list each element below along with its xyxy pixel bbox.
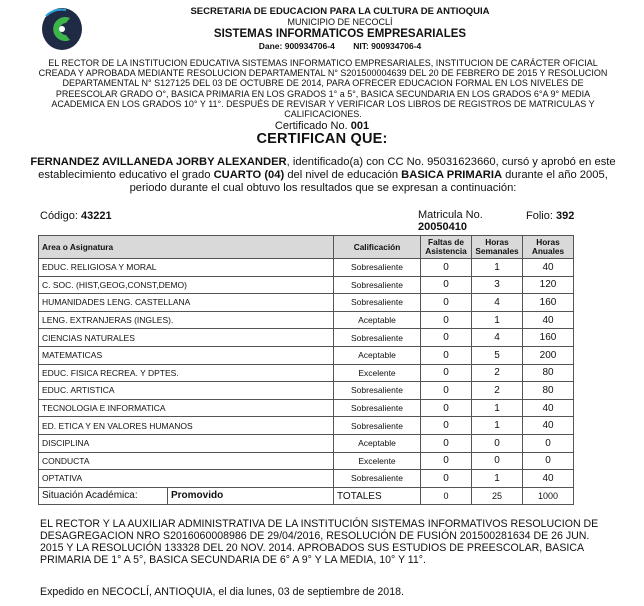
grades-body: [39, 259, 574, 488]
header-subject: Area o Asignatura: [39, 236, 334, 259]
table-row: [39, 294, 574, 312]
horas-anuales-cell: 160: [523, 329, 574, 347]
certificate-number: 001: [350, 120, 370, 132]
horas-semanales-cell: 3: [472, 276, 523, 294]
table-row: [39, 470, 574, 488]
horas-semanales-cell: 1: [472, 311, 523, 329]
calificacion-cell: Aceptable: [334, 346, 421, 364]
subject-cell: HUMANIDADES LENG. CASTELLANA: [39, 294, 334, 312]
subject-cell: TECNOLOGIA E INFORMATICA: [39, 399, 334, 417]
horas-anuales-cell: 0: [523, 452, 574, 470]
table-row: [39, 329, 574, 347]
total-faltas: 0: [421, 487, 472, 505]
issue-place-date: Expedido en NECOCLÍ, ANTIOQUIA, el dia lunes, 03 de septiembre de 2018.: [40, 586, 404, 598]
horas-anuales-cell: 40: [523, 259, 574, 277]
horas-anuales-cell: 0: [523, 434, 574, 452]
student-grade: CUARTO (04): [213, 169, 285, 182]
calificacion-cell: Aceptable: [334, 434, 421, 452]
subject-cell: OPTATIVA: [39, 470, 334, 488]
calificacion-cell: Sobresaliente: [334, 470, 421, 488]
header-faltas: Faltas de Asistencia: [421, 236, 472, 259]
horas-semanales-cell: 1: [472, 417, 523, 435]
horas-semanales-cell: 1: [472, 259, 523, 277]
totales-label: TOTALES: [334, 487, 421, 505]
horas-semanales-cell: 1: [472, 399, 523, 417]
horas-semanales-cell: 2: [472, 382, 523, 400]
calificacion-cell: Sobresaliente: [334, 329, 421, 347]
horas-anuales-cell: 120: [523, 276, 574, 294]
student-name: FERNANDEZ AVILLANEDA JORBY ALEXANDER: [30, 156, 287, 168]
faltas-cell: 0: [421, 259, 472, 277]
statement-part2: del nivel de educación: [284, 169, 402, 182]
codigo-field: [40, 210, 112, 222]
header-dane: Dane: 900934706-4: [258, 41, 335, 51]
certificate-label: Certificado No.: [274, 120, 348, 132]
horas-anuales-cell: 80: [523, 364, 574, 382]
table-row: [39, 417, 574, 435]
table-row: [39, 346, 574, 364]
faltas-cell: 0: [421, 399, 472, 417]
closing-text: EL RECTOR Y LA AUXILIAR ADMINISTRATIVA DE LA INSTITUCIÓN SISTEMAS INFORMATIVOS RESOLUCION DE DESAGREGACION NRO S2016060008986 DE 29/04/2016, RESOLUCIÓN DE FUSIÓN 201500281634 DE 26 JUN. 2015 Y LA RESOLUCIÓN 133328 DEL 20 NOV. 2014. APROBADOS SUS ESTUDIOS DE PREESCOLAR, BASICA PRIMARIA DE 1° A 5°, BASICA SECUNDARIA DE 6° A 9° Y LA MEDIA, 10° Y 11°.: [40, 518, 599, 566]
horas-anuales-cell: 40: [523, 470, 574, 488]
subject-cell: CONDUCTA: [39, 452, 334, 470]
subject-cell: CIENCIAS NATURALES: [39, 329, 334, 347]
faltas-cell: 0: [421, 434, 472, 452]
subject-cell: C. SOC. (HIST,GEOG,CONST,DEMO): [39, 276, 334, 294]
grades-table: [38, 235, 574, 505]
codigo-value: 43221: [80, 210, 112, 222]
horas-semanales-cell: 0: [472, 434, 523, 452]
header-institution-name: SISTEMAS INFORMATICOS EMPRESARIALES: [213, 28, 467, 40]
subject-cell: ED. ETICA Y EN VALORES HUMANOS: [39, 417, 334, 435]
certificate-title: CERTIFICAN QUE:: [256, 131, 388, 147]
subject-cell: EDUC. FISICA RECREA. Y DPTES.: [39, 364, 334, 382]
faltas-cell: 0: [421, 294, 472, 312]
calificacion-cell: Sobresaliente: [334, 382, 421, 400]
calificacion-cell: Sobresaliente: [334, 294, 421, 312]
subject-cell: LENG. EXTRANJERAS (INGLES).: [39, 311, 334, 329]
horas-semanales-cell: 4: [472, 329, 523, 347]
situacion-cell: [39, 487, 334, 505]
horas-anuales-cell: 80: [523, 382, 574, 400]
preamble-text: EL RECTOR DE LA INSTITUCION EDUCATIVA SISTEMAS INFORMATICO EMPRESARIALES, INSTITUCION DE CARÁCTER OFICIAL CREADA Y APROBADA MEDIANTE RESOLUCION DEPARTAMENTAL N° S201500004639 DEL 20 DE FEBRERO DE 2015 Y RESOLUCION DEPARTAMENTAL N° S127125 DEL 03 DE OCTUBRE DE 2014, PARA OFRECER EDUCACION FORMAL EN LOS NIVELES DE PREESCOLAR GRADO O°, BASICA PRIMARIA EN LOS GRADOS 1° a 5°, BASICA SECUNDARIA EN LOS GRADOS 6°A 9° MEDIA ACADEMICA EN LOS GRADOS 10° Y 11°. DESPUÉS DE REVISAR Y VERIFICAR LOS LIBROS DE REGISTROS DE MATRICULAS Y CALIFICACIONES.: [38, 58, 608, 120]
faltas-cell: 0: [421, 470, 472, 488]
horas-semanales-cell: 0: [472, 452, 523, 470]
horas-semanales-cell: 5: [472, 346, 523, 364]
table-row: [39, 311, 574, 329]
table-row: [39, 259, 574, 277]
certification-statement: [30, 156, 616, 196]
faltas-cell: 0: [421, 276, 472, 294]
statement-part1: , identificado(a) con CC No. 95031623660, cursó y aprobó en este establecimiento educativo el grado: [38, 156, 616, 182]
calificacion-cell: Aceptable: [334, 311, 421, 329]
horas-anuales-cell: 40: [523, 311, 574, 329]
folio-value: 392: [555, 210, 575, 222]
faltas-cell: 0: [421, 417, 472, 435]
horas-anuales-cell: 40: [523, 417, 574, 435]
matricula-label: Matricula No.: [418, 209, 483, 221]
subject-cell: EDUC. RELIGIOSA Y MORAL: [39, 259, 334, 277]
situacion-label: Situación Académica:: [39, 488, 168, 505]
header-horas-anuales: Horas Anuales: [523, 236, 574, 259]
header-nit: NIT: 900934706-4: [353, 41, 422, 51]
header-secretaria: SECRETARIA DE EDUCACION PARA LA CULTURA DE ANTIOQUIA: [190, 6, 490, 17]
header-horas-semanales: Horas Semanales: [472, 236, 523, 259]
total-horas-anuales: 1000: [523, 487, 574, 505]
subject-cell: MATEMATICAS: [39, 346, 334, 364]
codigo-label: Código:: [40, 210, 78, 222]
statement-part3: durante el año 2005, periodo durante el cual obtuvo los resultados que se expresan a continuación:: [129, 169, 608, 195]
subject-cell: DISCIPLINA: [39, 434, 334, 452]
document-header: [120, 6, 560, 52]
table-row: [39, 399, 574, 417]
faltas-cell: 0: [421, 364, 472, 382]
total-horas-semanales: 25: [472, 487, 523, 505]
table-row: [39, 452, 574, 470]
subject-cell: EDUC. ARTISTICA: [39, 382, 334, 400]
calificacion-cell: Sobresaliente: [334, 276, 421, 294]
calificacion-cell: Sobresaliente: [334, 399, 421, 417]
table-row: [39, 364, 574, 382]
folio-label: Folio:: [526, 210, 553, 222]
matricula-value: 20050410: [418, 221, 467, 233]
horas-anuales-cell: 200: [523, 346, 574, 364]
table-row: [39, 382, 574, 400]
calificacion-cell: Excelente: [334, 364, 421, 382]
table-header-row: [39, 236, 574, 259]
table-row: [39, 434, 574, 452]
table-row: [39, 276, 574, 294]
totals-row: [39, 487, 574, 505]
faltas-cell: 0: [421, 329, 472, 347]
header-municipio: MUNICIPIO DE NECOCLÍ: [287, 17, 393, 27]
matricula-field: [418, 209, 483, 233]
header-calificacion: Calificación: [334, 236, 421, 259]
faltas-cell: 0: [421, 346, 472, 364]
horas-anuales-cell: 40: [523, 399, 574, 417]
calificacion-cell: Excelente: [334, 452, 421, 470]
calificacion-cell: Sobresaliente: [334, 417, 421, 435]
faltas-cell: 0: [421, 382, 472, 400]
horas-semanales-cell: 1: [472, 470, 523, 488]
horas-semanales-cell: 2: [472, 364, 523, 382]
horas-anuales-cell: 160: [523, 294, 574, 312]
horas-semanales-cell: 4: [472, 294, 523, 312]
faltas-cell: 0: [421, 452, 472, 470]
header-codes: [120, 41, 560, 52]
folio-field: [526, 210, 574, 222]
education-level: BASICA PRIMARIA: [401, 169, 503, 182]
faltas-cell: 0: [421, 311, 472, 329]
institution-logo-icon: [40, 6, 84, 52]
situacion-value: Promovido: [171, 489, 224, 501]
calificacion-cell: Sobresaliente: [334, 259, 421, 277]
